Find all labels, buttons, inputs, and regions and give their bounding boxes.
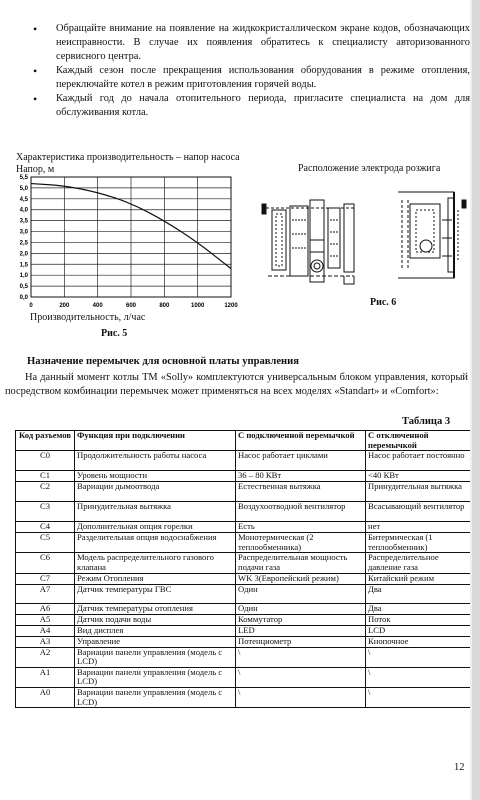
table-row <box>16 667 471 687</box>
cell-code: C6 <box>16 553 75 573</box>
cell-function: Уровень мощности <box>75 471 236 482</box>
table-row <box>16 522 471 533</box>
y-tick-label: 0,0 <box>19 295 28 301</box>
x-tick-label: 800 <box>159 303 170 309</box>
cell-function: Вид дисплея <box>75 625 236 636</box>
cell-disconnected: \ <box>366 667 471 687</box>
cell-disconnected: \ <box>366 647 471 667</box>
cell-function: Принудительная вытяжка <box>75 502 236 522</box>
cell-code: C0 <box>16 451 75 471</box>
cell-disconnected: LCD <box>366 625 471 636</box>
cell-code: A0 <box>16 687 75 707</box>
cell-function: Датчик подачи воды <box>75 614 236 625</box>
x-tick-label: 200 <box>59 303 70 309</box>
cell-code: C4 <box>16 522 75 533</box>
x-tick-label: 400 <box>92 303 103 309</box>
cell-disconnected: \ <box>366 687 471 707</box>
section-title: Назначение перемычек для основной платы управления <box>27 356 299 367</box>
cell-connected: Один <box>236 603 366 614</box>
table-header-row <box>16 431 471 451</box>
table-row <box>16 482 471 502</box>
cell-function: Управление <box>75 636 236 647</box>
y-tick-label: 5,0 <box>19 185 28 192</box>
cell-code: C7 <box>16 573 75 584</box>
y-tick-label: 1,5 <box>19 262 28 269</box>
y-tick-label: 3,5 <box>19 218 28 225</box>
cell-code: C3 <box>16 502 75 522</box>
cell-function: Вариации панели управления (модель с LCD) <box>75 687 236 707</box>
ignition-electrode-drawing <box>258 180 470 288</box>
y-tick-label: 5,5 <box>19 175 28 181</box>
chart-y-axis-label: Напор, м <box>16 164 55 175</box>
table-row <box>16 502 471 522</box>
cell-function: Продолжительность работы насоса <box>75 451 236 471</box>
cell-connected: Коммутатор <box>236 614 366 625</box>
table-caption: Таблица 3 <box>402 416 451 427</box>
cell-disconnected: Два <box>366 603 471 614</box>
cell-connected: LED <box>236 625 366 636</box>
cell-connected: Распределительная мощность подачи газа <box>236 553 366 573</box>
cell-disconnected: Всасывающий вентилятор <box>366 502 471 522</box>
y-tick-label: 1,0 <box>19 273 28 280</box>
intro-paragraph: На данный момент котлы ТМ «Solly» комплектуются универсальным блоком управления, который посредством комбинации перемычек может применяться на всех моделях «Standart» и «Comfort»: <box>5 372 468 397</box>
x-tick-label: 1200 <box>224 303 238 309</box>
cell-function: Вариации панели управления (модель с LCD) <box>75 647 236 667</box>
cell-disconnected: <40 КВт <box>366 471 471 482</box>
figure-5-caption: Рис. 5 <box>101 328 128 339</box>
x-tick-label: 0 <box>29 303 33 309</box>
cell-function: Режим Отопления <box>75 573 236 584</box>
y-tick-label: 3,0 <box>19 229 28 236</box>
table-row <box>16 603 471 614</box>
table-row <box>16 553 471 573</box>
table-row <box>16 533 471 553</box>
bullet-list <box>30 22 470 120</box>
cell-code: A7 <box>16 584 75 603</box>
cell-disconnected: нет <box>366 522 471 533</box>
cell-connected: Воздухоотводной вентилятор <box>236 502 366 522</box>
cell-code: A3 <box>16 636 75 647</box>
table-body <box>16 451 471 708</box>
cell-disconnected: Китайский режим <box>366 573 471 584</box>
cell-disconnected: Поток <box>366 614 471 625</box>
page-number: 12 <box>454 762 465 773</box>
cell-function: Разделительная опция водоснабжения <box>75 533 236 553</box>
cell-function: Датчик температуры отопления <box>75 603 236 614</box>
cell-code: A1 <box>16 667 75 687</box>
bullet-item <box>30 22 470 64</box>
cell-function: Вариации панели управления (модель с LCD) <box>75 667 236 687</box>
table-row <box>16 614 471 625</box>
jumper-table <box>15 430 471 708</box>
cell-connected: Монотермическая (2 теплообменника) <box>236 533 366 553</box>
y-tick-label: 0,5 <box>19 284 28 291</box>
cell-connected: Естественная вытяжка <box>236 482 366 502</box>
y-tick-label: 4,5 <box>19 196 28 203</box>
cell-function: Модель распределительного газового клапана <box>75 553 236 573</box>
cell-code: A5 <box>16 614 75 625</box>
table-row <box>16 636 471 647</box>
bullet-dot-icon: • <box>33 64 38 78</box>
electrode-figure-title: Расположение электрода розжига <box>298 163 441 174</box>
cell-connected: \ <box>236 647 366 667</box>
cell-connected: Потенциометр <box>236 636 366 647</box>
pump-curve-chart <box>0 170 250 310</box>
bullet-item <box>30 92 470 120</box>
figure-6-caption: Рис. 6 <box>370 297 397 308</box>
cell-connected: Один <box>236 584 366 603</box>
header-code: Код разъемов <box>16 431 75 451</box>
y-tick-label: 2,5 <box>19 240 28 247</box>
table-row <box>16 584 471 603</box>
cell-connected: Насос работает циклами <box>236 451 366 471</box>
bullet-item <box>30 64 470 92</box>
cell-code: C5 <box>16 533 75 553</box>
cell-function: Дополнительная опция горелки <box>75 522 236 533</box>
y-tick-label: 4,0 <box>19 207 28 214</box>
cell-disconnected: Принудительная вытяжка <box>366 482 471 502</box>
cell-code: C1 <box>16 471 75 482</box>
cell-disconnected: Распределительное давление газа <box>366 553 471 573</box>
table-row <box>16 625 471 636</box>
chart-title: Характеристика производительность – напор насоса <box>16 152 240 163</box>
cell-disconnected: Насос работает постоянно <box>366 451 471 471</box>
page-edge <box>472 0 480 800</box>
table-row <box>16 573 471 584</box>
bullet-text: Каждый сезон после прекращения использования оборудования в режиме отопления, переключайте котел в режим приготовления горячей воды. <box>56 65 470 90</box>
cell-disconnected: Два <box>366 584 471 603</box>
cell-disconnected: Кнопочное <box>366 636 471 647</box>
cell-function: Вариации дымоотвода <box>75 482 236 502</box>
table-row <box>16 471 471 482</box>
header-connected: С подключенной перемычкой <box>236 431 366 451</box>
chart-x-axis-label: Производительность, л/час <box>30 312 146 323</box>
cell-connected: WK 3(Европейский режим) <box>236 573 366 584</box>
table-row <box>16 451 471 471</box>
table-row <box>16 647 471 667</box>
cell-disconnected: Битермическая (1 теплообменник) <box>366 533 471 553</box>
x-tick-label: 600 <box>125 303 137 309</box>
cell-code: A2 <box>16 647 75 667</box>
x-tick-label: 1000 <box>190 303 205 309</box>
cell-connected: \ <box>236 667 366 687</box>
cell-code: A4 <box>16 625 75 636</box>
cell-code: A6 <box>16 603 75 614</box>
cell-code: C2 <box>16 482 75 502</box>
table-row <box>16 687 471 707</box>
bullet-dot-icon: • <box>33 22 38 36</box>
cell-connected: \ <box>236 687 366 707</box>
bullet-text: Каждый год до начала отопительного периода, пригласите специалиста на дом для обслуживания котла. <box>56 93 470 118</box>
header-function: Функция при подключении <box>75 431 236 451</box>
y-tick-label: 2,0 <box>19 251 28 258</box>
cell-connected: Есть <box>236 522 366 533</box>
header-disconnected: С отключенной перемычкой <box>366 431 471 451</box>
cell-function: Датчик температуры ГВС <box>75 584 236 603</box>
bullet-dot-icon: • <box>33 92 38 106</box>
bullet-text: Обращайте внимание на появление на жидкокристаллическом экране кодов, обозначающих неисправности. В случае их появления обратитесь к специалисту авторизованного сервисного центра. <box>56 23 470 62</box>
cell-connected: 36 – 80 КВт <box>236 471 366 482</box>
